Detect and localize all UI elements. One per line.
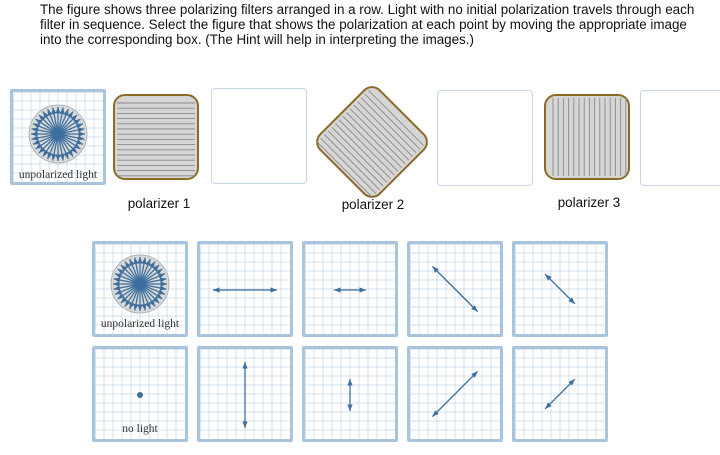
polarizer-2-label: polarizer 2 [341,197,405,212]
instructions-text: The figure shows three polarizing filters arranged in a row. Light with no initial polarization travels through each filter in sequence. Select the figure that shows the polarization at each point by moving the appropriate image into the corresponding box. (The Hint will help in interpreting the images.) [40,2,695,47]
short-diagonal-up-arrow-icon [515,349,605,439]
short-vertical-card[interactable] [302,346,398,442]
card-caption: unpolarized light [100,318,180,330]
no-light-card[interactable] [92,346,188,442]
polarizer-2-diagonal-filter [310,80,434,204]
source-caption: unpolarized light [18,169,98,181]
long-diagonal-up-card[interactable] [407,346,503,442]
polarizer-3-vertical-filter [542,92,632,182]
polarizer-1-label: polarizer 1 [127,196,191,211]
short-diagonal-down-card[interactable] [512,241,608,337]
drop-box-3[interactable] [640,90,720,186]
short-diagonal-down-arrow-icon [515,244,605,334]
long-vertical-arrow-icon [200,349,290,439]
long-diagonal-up-arrow-icon [410,349,500,439]
short-horizontal-card[interactable] [302,241,398,337]
short-diagonal-up-card[interactable] [512,346,608,442]
polarizer-3-label: polarizer 3 [557,195,621,210]
long-diagonal-down-card[interactable] [407,241,503,337]
drop-box-1[interactable] [211,88,307,184]
long-horizontal-arrow-icon [200,244,290,334]
drop-box-2[interactable] [437,90,533,186]
long-vertical-card[interactable] [197,346,293,442]
short-vertical-arrow-icon [305,349,395,439]
long-horizontal-card[interactable] [197,241,293,337]
short-horizontal-arrow-icon [305,244,395,334]
long-diagonal-down-arrow-icon [410,244,500,334]
unpolarized-light-card[interactable] [92,241,188,337]
card-caption: no light [122,423,158,435]
polarizer-1-horizontal-filter [111,92,201,182]
source-unpolarized-light [10,89,106,185]
